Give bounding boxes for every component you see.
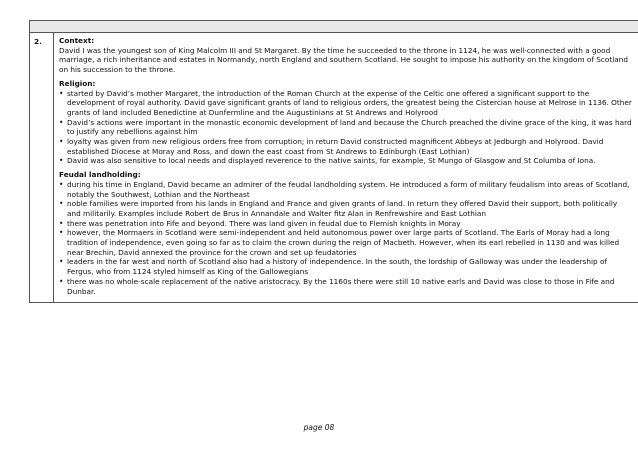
list-item: • loyalty was given from new religious orders free from corruption; in return David constructed magnificent Abbeys at Jedburgh and Holyrood. David established Diocese at Moray and Ross, and down the east coast from St Andrews to Edinburgh (East Lothian) (59, 137, 633, 156)
document-sheet (29, 20, 638, 303)
religion-heading: Religion: (59, 78, 96, 88)
list-item: • David’s actions were important in the monastic economic development of land and because the Church preached the divine grace of the king, it was hard to justify any rebellions against him (59, 118, 633, 137)
header-cell (30, 21, 638, 33)
list-item: • started by David’s mother Margaret, the introduction of the Roman Church at the expense of the Celtic one offered a significant support to the development of royal authority. David gave significant grants of land to religious orders, the greatest being the Cistercian house at Melrose in 1136. Other grants of land included Benedictine at Dunfermline and the Augustinians at St Andrews and Holyrood (59, 89, 633, 118)
context-heading: Context: (59, 36, 95, 45)
context-paragraph: David I was the youngest son of King Malcolm III and St Margaret. By the time he succeeded to the throne in 1124, he was well-connected with a good marriage, a rich inheritance and estates in Normandy, north England and southern Scotland. He sought to impose his authority on the kingdom of Scotland on his succession to the throne. (59, 45, 628, 75)
section-body (54, 33, 638, 303)
table-header-row (30, 21, 638, 33)
list-item: • leaders in the far west and north of Scotland also had a history of independence. In the south, the lordship of Galloway was under the leadership of Fergus, who from 1124 styled himself as King of the Gallowegians (59, 257, 633, 276)
list-item: • there was penetration into Fife and beyond. There was land given in feudal due to Flemish knights in Moray (59, 219, 633, 229)
page-number: page 08 (303, 423, 335, 432)
list-item: • during his time in England, David became an admirer of the feudal landholding system. He introduced a form of military feudalism into areas of Scotland, notably the Southwest, Lothian and the Northeast (59, 180, 633, 199)
list-item: • there was no whole-scale replacement of the native aristocracy. By the 1160s there were still 10 native earls and David was close to those in Fife and Dunbar. (59, 277, 633, 296)
feudal-heading: Feudal landholding: (59, 170, 141, 180)
religion-list (59, 89, 633, 167)
list-item: • David was also sensitive to local needs and displayed reverence to the native saints, for example, St Mungo of Glasgow and St Columba of Iona. (59, 156, 633, 166)
list-item: • however, the Mormaers in Scotland were semi-independent and held autonomous power over large parts of Scotland. The Earls of Moray had a long tradition of independence, even going so far as to claim the crown during the reign of Macbeth. However, when its earl rebelled in 1130 and was killed near Brechin, David annexed the province for the crown and set up feudatories (59, 228, 633, 257)
section-number: 2. (30, 33, 54, 303)
feudal-list (59, 180, 633, 296)
content-table (29, 20, 638, 303)
table-row (30, 33, 638, 303)
list-item: • noble families were imported from his lands in England and France and given grants of land. In return they offered David their support, both politically and militarily. Examples include Robert de Brus in Annandale and Walter fitz Alan in Renfrewshire and East Lothian (59, 199, 633, 218)
